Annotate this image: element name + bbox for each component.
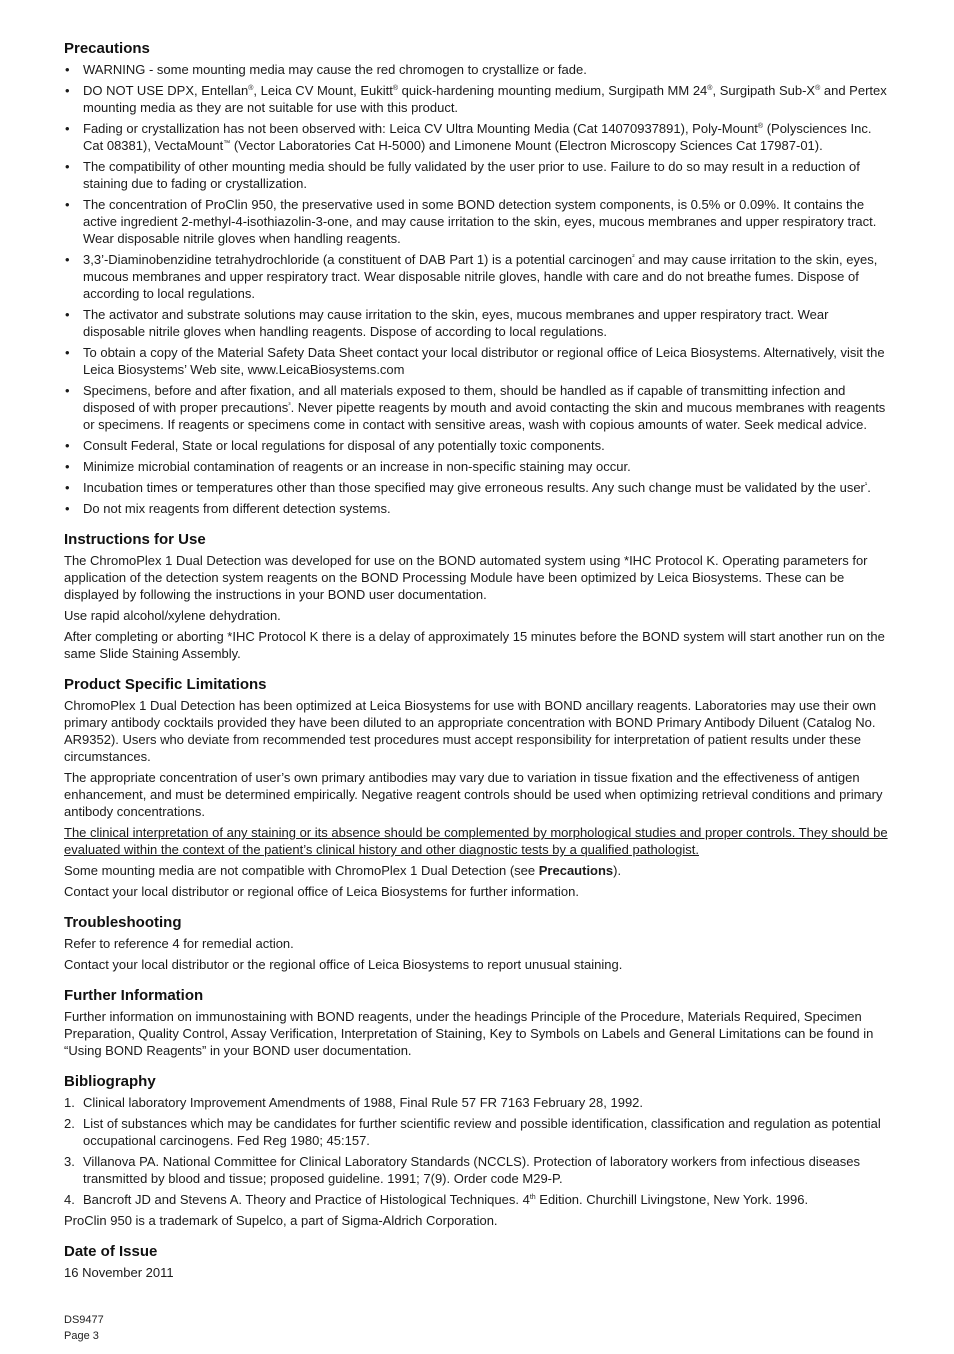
- paragraph: After completing or aborting *IHC Protocol K there is a delay of approximately 15 minutes before the BOND system will start another run on the same Slide Staining Assembly.: [64, 629, 885, 661]
- list-item: • Do not mix reagents from different detection systems.: [64, 500, 892, 517]
- instructions-section: [64, 531, 892, 662]
- reference-number: 3.: [64, 1154, 75, 1169]
- precautions-section: [64, 40, 892, 517]
- paragraph: ChromoPlex 1 Dual Detection has been optimized at Leica Biosystems for use with BOND ancillary reagents. Laboratories may use their own primary antibody cocktails provided they have been diluted to an appropriate concentration with BOND Primary Antibody Diluent (Catalog No. AR9352). Users who deviate from recommended test procedures must accept responsibility for interpretation of patient results under these circumstances.: [64, 698, 877, 764]
- list-item: [64, 1115, 892, 1149]
- list-item: • The concentration of ProClin 950, the preservative used in some BOND detection system components, is 0.5% or 0.09%. It contains the active ingredient 2-methyl-4-isothiazolin-3-one, and may cause irritation to the skin, eyes, mucous membranes and upper respiratory tract. Wear disposable nitrile gloves when handling reagents.: [64, 196, 892, 247]
- further-information-section: [64, 987, 892, 1059]
- reference-number: 1.: [64, 1095, 75, 1110]
- date-of-issue-heading: Date of Issue: [64, 1243, 158, 1260]
- document-page: [64, 40, 892, 1295]
- troubleshooting-section: [64, 914, 892, 973]
- underlined-notice: The clinical interpretation of any staining or its absence should be complemented by morphological studies and proper controls. They should be evaluated within the context of the patient’s clinical history and other diagnostic tests by a qualified pathologist.: [64, 825, 888, 857]
- list-item: • Minimize microbial contamination of reagents or an increase in non-specific staining may occur.: [64, 458, 892, 475]
- list-item: • WARNING - some mounting media may cause the red chromogen to crystallize or fade.: [64, 61, 892, 78]
- page-footer: [64, 1312, 104, 1344]
- paragraph: Contact your local distributor or regional office of Leica Biosystems for further information.: [64, 884, 579, 899]
- list-item: • 3,3’-Diaminobenzidine tetrahydrochloride (a constituent of DAB Part 1) is a potential carcinogen$^{^2}$ and may cause irritation to the skin, eyes, mucous membranes and upper respiratory tract. Wear disposable nitrile gloves, handle with care and do not breathe fumes. Dispose of according to local regulations.: [64, 251, 892, 302]
- instructions-heading: Instructions for Use: [64, 531, 206, 548]
- list-item: • The activator and substrate solutions may cause irritation to the skin, eyes, mucous membranes and upper respiratory tract. Wear disposable nitrile gloves when handling reagents. Dispose of according to local regulations.: [64, 306, 892, 340]
- reference-text: Bancroft JD and Stevens A. Theory and Practice of Histological Techniques. 4th Edition. Churchill Livingstone, New York. 1996.: [83, 1192, 809, 1207]
- text-run: Some mounting media are not compatible with ChromoPlex 1 Dual Detection (see: [64, 863, 539, 878]
- date-of-issue-section: [64, 1243, 892, 1281]
- bibliography-list: [64, 1094, 892, 1208]
- paragraph: [64, 862, 892, 879]
- list-item: • Fading or crystallization has not been observed with: Leica CV Ultra Mounting Media (Cat 14070937891), Poly-Mount® (Polysciences Inc. Cat 08381), VectaMount™ (Vector Laboratories Cat H-5000) and Limonene Mount (Electron Microscopy Sciences Cat 17987-01).: [64, 120, 892, 154]
- precautions-list: [64, 61, 892, 517]
- bibliography-section: [64, 1073, 892, 1229]
- further-information-heading: Further Information: [64, 987, 204, 1004]
- issue-date: 16 November 2011: [64, 1265, 174, 1280]
- precautions-heading: Precautions: [64, 40, 150, 57]
- limitations-section: [64, 676, 892, 900]
- list-item: • Specimens, before and after fixation, and all materials exposed to them, should be handled as if capable of transmitting infection and disposed of with proper precautions$^{^3}$. Never pipette reagents by mouth and avoid contacting the skin and mucous membranes with reagents or specimens. If reagents or specimens come in contact with sensitive areas, wash with copious amounts of water. Seek medical advice.: [64, 382, 892, 433]
- list-item: • Consult Federal, State or local regulations for disposal of any potentially toxic components.: [64, 437, 892, 454]
- list-item: [64, 1191, 892, 1208]
- paragraph: Use rapid alcohol/xylene dehydration.: [64, 608, 281, 623]
- limitations-heading: Product Specific Limitations: [64, 676, 267, 693]
- trademark-note: ProClin 950 is a trademark of Supelco, a part of Sigma-Aldrich Corporation.: [64, 1213, 498, 1228]
- list-item: [64, 1094, 892, 1111]
- reference-number: 4.: [64, 1192, 75, 1207]
- precautions-reference: Precautions: [538, 863, 614, 878]
- paragraph: Further information on immunostaining with BOND reagents, under the headings Principle of the Procedure, Materials Required, Specimen Preparation, Quality Control, Assay Verification, Interpretation of Staining, Key to Symbols on Labels and General Limitations can be found in “Using BOND Reagents” in your BOND user documentation.: [64, 1009, 874, 1058]
- list-item: • DO NOT USE DPX, Entellan®, Leica CV Mount, Eukitt® quick-hardening mounting medium, Surgipath MM 24®, Surgipath Sub-X® and Pertex mounting media as they are not suitable for use with this product.: [64, 82, 892, 116]
- reference-number: 2.: [64, 1116, 75, 1131]
- troubleshooting-heading: Troubleshooting: [64, 914, 182, 931]
- list-item: [64, 1153, 892, 1187]
- list-item: • The compatibility of other mounting media should be fully validated by the user prior to use. Failure to do so may result in a reduction of staining due to fading or crystallization.: [64, 158, 892, 192]
- list-item: • To obtain a copy of the Material Safety Data Sheet contact your local distributor or regional office of Leica Biosystems. Alternatively, visit the Leica Biosystems’ Web site, www.LeicaBiosystems.com: [64, 344, 892, 378]
- paragraph: Contact your local distributor or the regional office of Leica Biosystems to report unusual staining.: [64, 957, 623, 972]
- document-code: DS9477: [64, 1314, 104, 1326]
- reference-text: Clinical laboratory Improvement Amendments of 1988, Final Rule 57 FR 7163 February 28, 1992.: [83, 1095, 644, 1110]
- page-number: Page 3: [64, 1330, 99, 1342]
- paragraph: The ChromoPlex 1 Dual Detection was developed for use on the BOND automated system using *IHC Protocol K. Operating parameters for application of the detection system reagents on the BOND Processing Module have been optimized by Leica Biosystems. These can be displayed by following the instructions in your BOND user documentation.: [64, 553, 868, 602]
- reference-text: List of substances which may be candidates for further scientific review and possible identification, classification and regulation as potential occupational carcinogens. Fed Reg 1980; 45:157.: [83, 1116, 881, 1148]
- text-run: ).: [613, 863, 622, 878]
- reference-text: Villanova PA. National Committee for Clinical Laboratory Standards (NCCLS). Protection of laboratory workers from infectious diseases transmitted by blood and tissue; proposed guideline. 1991; 7(9). Order code M29-P.: [83, 1154, 860, 1186]
- bibliography-heading: Bibliography: [64, 1073, 156, 1090]
- paragraph: The appropriate concentration of user’s own primary antibodies may vary due to variation in tissue fixation and the effectiveness of antigen enhancement, and must be determined empirically. Negative reagent controls should be used when optimizing retrieval conditions and primary antibody concentrations.: [64, 770, 883, 819]
- paragraph: Refer to reference 4 for remedial action.: [64, 936, 294, 951]
- list-item: • Incubation times or temperatures other than those specified may give erroneous results. Any such change must be validated by the user$^{^1}$.: [64, 479, 892, 496]
